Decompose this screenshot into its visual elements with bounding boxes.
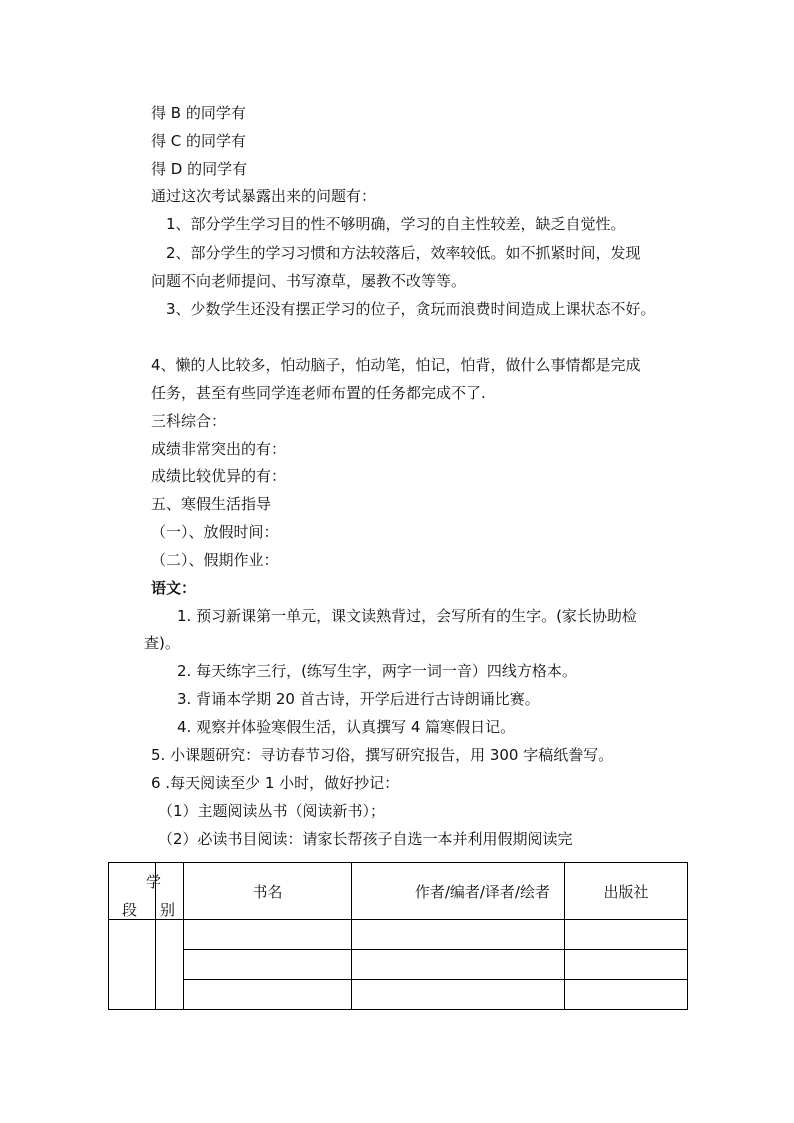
sanke-outstanding: 成绩非常突出的有：	[151, 440, 287, 458]
reading-list-table	[108, 862, 688, 1010]
publisher-cell	[565, 920, 688, 950]
col-publisher-header: 出版社	[565, 863, 688, 920]
col-title-header: 书名	[184, 863, 352, 920]
stage-label-xue: 学	[146, 873, 162, 891]
chinese-task-6: 6 .每天阅读至少 1 小时，做好抄记：	[151, 774, 400, 792]
chinese-task-1-line-2: 查)。	[144, 634, 180, 652]
sanke-excellent: 成绩比较优异的有：	[151, 467, 287, 485]
winter-time: （一）、放假时间：	[151, 523, 279, 541]
problem-2-line-2: 问题不向老师提问、书写潦草，屡教不改等等。	[151, 272, 467, 290]
problem-4-line-1: 4、懒的人比较多，怕动脑子，怕动笔，怕记，怕背，做什么事情都是完成	[151, 356, 641, 374]
problem-4-line-2: 任务，甚至有些同学连老师布置的任务都完成不了.	[151, 384, 486, 402]
stage-bie-cell	[156, 863, 184, 920]
chinese-task-1-line-1: 1. 预习新课第一单元，课文读熟背过，会写所有的生字。(家长协助检	[177, 607, 637, 625]
grade-c-line: 得 C 的同学有	[151, 132, 247, 150]
chinese-label: 语文：	[151, 579, 197, 597]
chinese-task-5: 5. 小课题研究：寻访春节习俗，撰写研究报告，用 300 字稿纸誊写。	[151, 746, 614, 764]
chinese-task-6-1: （1）主题阅读丛书（阅读新书）；	[158, 802, 386, 820]
title-cell	[184, 950, 352, 980]
stage-cell	[109, 920, 156, 1010]
chinese-task-3: 3. 背诵本学期 20 首古诗，开学后进行古诗朗诵比赛。	[177, 690, 540, 708]
grade-d-line: 得 D 的同学有	[151, 160, 248, 178]
author-cell	[352, 920, 565, 950]
title-cell	[184, 920, 352, 950]
author-cell	[352, 950, 565, 980]
author-cell	[352, 980, 565, 1010]
table-row	[109, 980, 688, 1010]
problem-2-line-1: 2、部分学生的学习习惯和方法较落后，效率较低。如不抓紧时间，发现	[166, 244, 641, 262]
sanke-heading: 三科综合：	[151, 412, 227, 430]
stage-bie-value-cell	[156, 920, 184, 1010]
publisher-cell	[565, 980, 688, 1010]
publisher-cell	[565, 950, 688, 980]
stage-label-bie: 别	[160, 901, 176, 919]
winter-heading: 五、寒假生活指导	[151, 495, 272, 513]
grade-b-line: 得 B 的同学有	[151, 104, 246, 122]
title-cell	[184, 980, 352, 1010]
stage-label-duan: 段	[122, 901, 138, 919]
problems-heading: 通过这次考试暴露出来的问题有：	[151, 187, 377, 205]
chinese-task-6-2: （2）必读书目阅读：请家长帮孩子自选一本并利用假期阅读完	[158, 830, 573, 848]
winter-homework: （二）、假期作业：	[151, 551, 279, 569]
stage-header-cell	[109, 863, 162, 920]
problem-3: 3、少数学生还没有摆正学习的位子，贪玩而浪费时间造成上课状态不好。	[166, 300, 656, 318]
problem-1: 1、部分学生学习目的性不够明确，学习的自主性较差，缺乏自觉性。	[166, 215, 626, 233]
table-row	[109, 920, 688, 950]
col-author-header: 作者/编者/译者/绘者	[352, 863, 565, 920]
chinese-task-2: 2. 每天练字三行，(练写生字，两字一词一音）四线方格本。	[177, 662, 577, 680]
chinese-task-4: 4. 观察并体验寒假生活，认真撰写 4 篇寒假日记。	[177, 718, 516, 736]
table-row	[109, 950, 688, 980]
table-header-row	[109, 863, 688, 920]
